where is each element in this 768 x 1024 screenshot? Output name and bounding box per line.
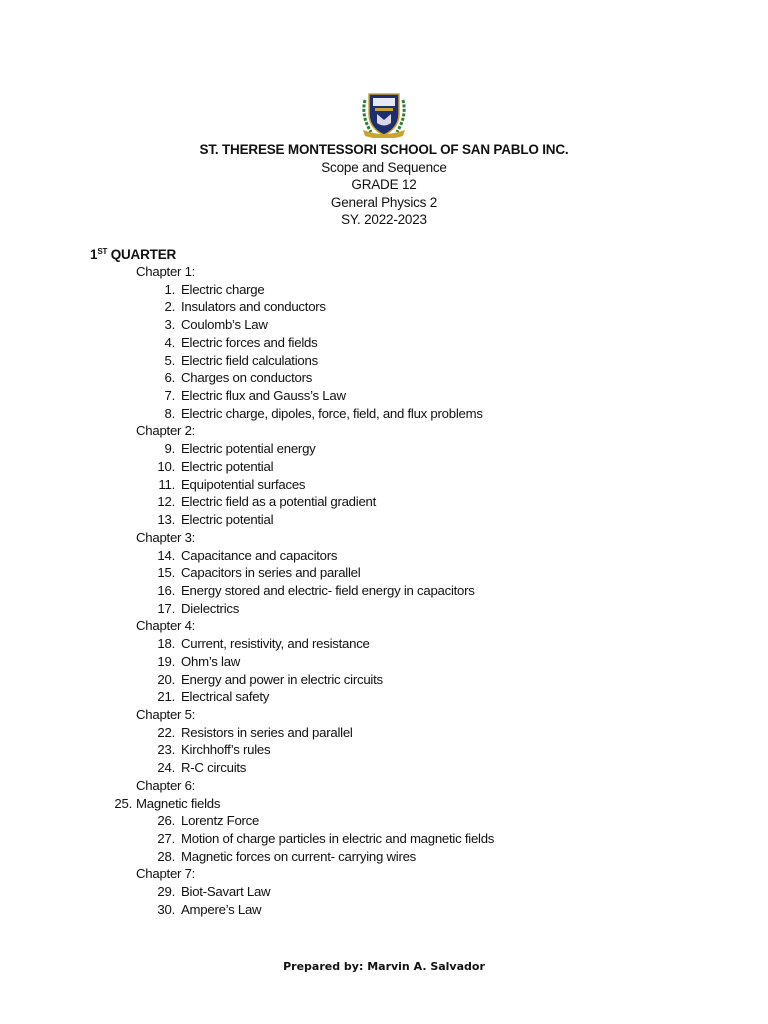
topic-text: Electric charge, dipoles, force, field, and flux problems [181, 405, 483, 421]
chapter-label: Chapter 6: [136, 777, 196, 793]
topic-number: 28. [157, 848, 175, 864]
quarter-label: QUARTER [110, 247, 177, 262]
topic-text: Energy stored and electric- field energy in capacitors [181, 582, 475, 598]
topic-number: 29. [157, 884, 175, 900]
topic-number: 19. [157, 653, 175, 669]
topic-text: Equipotential surfaces [181, 476, 306, 492]
topic-text: Insulators and conductors [181, 299, 326, 315]
topic-text: Magnetic forces on current- carrying wires [181, 848, 417, 864]
topic-number: 27. [157, 831, 175, 847]
topic-number: 10. [157, 458, 175, 474]
topic-number: 17. [157, 600, 175, 616]
topic-number: 18. [157, 636, 175, 652]
school-year: SY. 2022-2023 [341, 212, 427, 227]
topic-number: 13. [157, 512, 175, 528]
school-name: ST. THERESE MONTESSORI SCHOOL OF SAN PABLO INC. [199, 142, 569, 157]
school-logo [359, 90, 409, 138]
quarter-number: 1 [90, 247, 98, 262]
document-header [0, 141, 768, 229]
topic-text: Charges on conductors [181, 370, 313, 386]
topic-number: 21. [157, 689, 175, 705]
topic-text: Coulomb’s Law [181, 317, 268, 333]
prepared-by: Prepared by: Marvin A. Salvador [283, 960, 485, 973]
topic-number: 15. [157, 565, 175, 581]
topic-text: Electric field as a potential gradient [181, 494, 377, 510]
topic-number: 3. [164, 317, 175, 333]
topic-text: Lorentz Force [181, 813, 260, 829]
topic-number: 6. [164, 370, 175, 386]
topic-number: 2. [164, 299, 175, 315]
topic-number: 8. [164, 405, 175, 421]
topic-number: 1. [164, 281, 175, 297]
topic-number: 24. [157, 760, 175, 776]
topic-text: Magnetic fields [136, 795, 221, 811]
chapter-label: Chapter 3: [136, 529, 196, 545]
topic-number: 14. [157, 547, 175, 563]
topic-number: 5. [164, 352, 175, 368]
grade-level: GRADE 12 [351, 177, 417, 192]
topic-text: Electric field calculations [181, 352, 318, 368]
topic-text: R-C circuits [181, 760, 247, 776]
topic-text: Electric potential [181, 458, 274, 474]
topic-text: Electrical safety [181, 689, 270, 705]
topic-number: 30. [157, 901, 175, 917]
document-subtitle: Scope and Sequence [321, 159, 447, 175]
topic-number: 9. [164, 441, 175, 457]
topic-number: 12. [157, 494, 175, 510]
topic-text: Kirchhoff’s rules [181, 742, 271, 758]
subject-name: General Physics 2 [330, 194, 438, 210]
quarter-ordinal-suffix: ST [97, 247, 108, 256]
topic-number: 25. [114, 795, 132, 811]
chapter-label: Chapter 2: [136, 423, 196, 439]
topic-number: 16. [157, 582, 175, 598]
topic-text: Electric forces and fields [181, 334, 318, 350]
chapter-label: Chapter 7: [136, 866, 196, 882]
topic-number: 11. [158, 476, 175, 492]
topic-number: 26. [157, 813, 175, 829]
topic-text: Electric potential energy [181, 441, 316, 457]
chapter-label: Chapter 4: [136, 618, 196, 634]
topic-number: 7. [164, 388, 175, 404]
topic-text: Energy and power in electric circuits [181, 671, 383, 687]
topic-text: Ohm’s law [181, 653, 241, 669]
topic-text: Capacitors in series and parallel [181, 565, 361, 581]
topic-text: Capacitance and capacitors [181, 547, 338, 563]
topic-text: Resistors in series and parallel [181, 724, 353, 740]
topic-text: Motion of charge particles in electric and magnetic fields [181, 831, 495, 847]
topic-number: 22. [157, 724, 175, 740]
topic-text: Electric charge [181, 281, 265, 297]
chapter-label: Chapter 5: [136, 707, 196, 722]
topic-text: Dielectrics [181, 600, 240, 616]
topic-text: Current, resistivity, and resistance [181, 636, 370, 652]
topic-number: 23. [157, 742, 175, 758]
topic-number: 4. [164, 334, 175, 350]
topic-text: Ampere’s Law [181, 901, 262, 917]
topic-text: Biot-Savart Law [181, 884, 271, 900]
quarter-heading [90, 247, 176, 262]
chapter-label: Chapter 1: [136, 264, 196, 279]
topic-text: Electric potential [181, 512, 274, 528]
topic-number: 20. [157, 671, 175, 687]
topic-text: Electric flux and Gauss’s Law [181, 388, 346, 404]
